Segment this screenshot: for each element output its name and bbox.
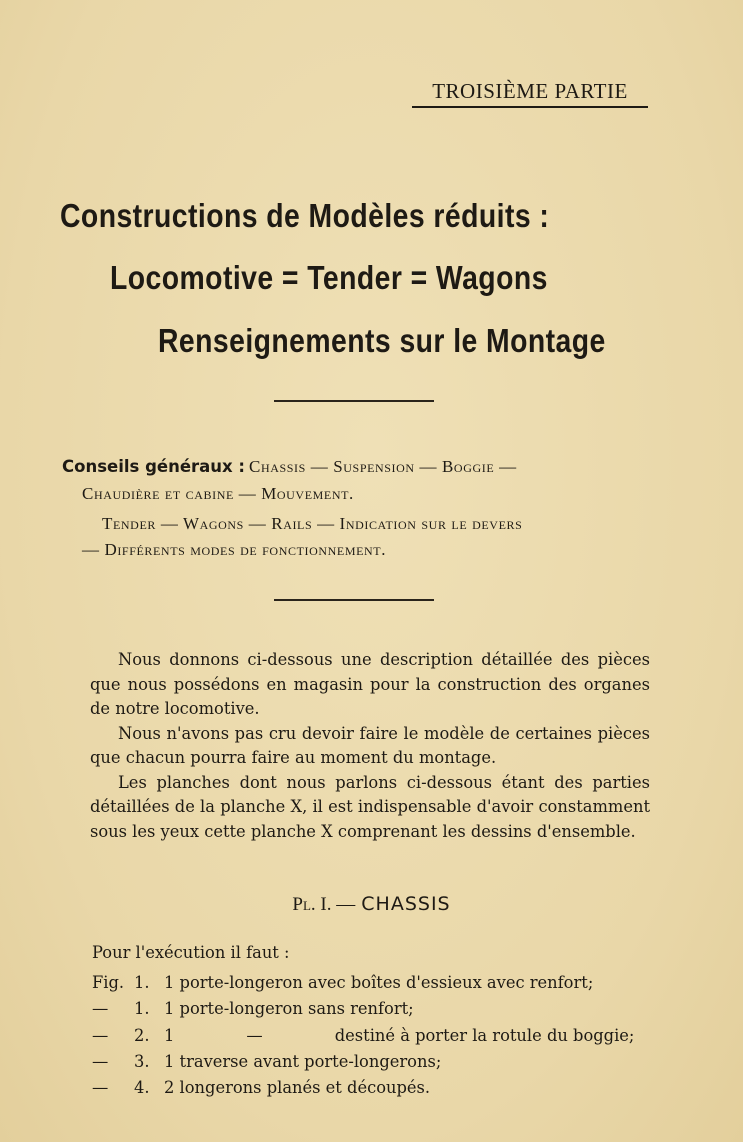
figure-item <box>92 996 652 1022</box>
figure-number: 1. <box>134 973 150 992</box>
contents-lead: Conseils généraux : <box>62 457 246 476</box>
figure-number: 2. <box>134 1025 150 1045</box>
section-name: CHASSIS <box>361 893 451 915</box>
body-text <box>90 648 650 844</box>
figure-text: 2 longerons planés et découpés. <box>164 1078 431 1098</box>
plate-number: Pl. I. — <box>292 894 356 915</box>
figure-text: 1 porte-longeron sans renfort; <box>164 999 414 1019</box>
divider-rule <box>274 400 434 402</box>
title-line-2: Locomotive = Tender = Wagons <box>110 259 548 296</box>
figure-item <box>92 1023 652 1049</box>
figure-label: — <box>92 999 109 1019</box>
contents-summary <box>62 454 652 507</box>
contents-line-2: Chaudière et cabine — Mouvement. <box>82 484 354 503</box>
running-head: TROISIÈME PARTIE <box>412 78 648 108</box>
figure-label: — <box>92 1025 109 1045</box>
title-line-3: Renseignements sur le Montage <box>158 322 606 359</box>
divider-rule <box>274 599 434 601</box>
contents-topics-1: Chassis — Suspension — Boggie — <box>249 457 517 476</box>
section-heading <box>0 892 743 917</box>
figure-quantity: 1 <box>164 1025 175 1045</box>
contents-summary-2 <box>62 511 652 563</box>
figure-item <box>92 1049 652 1075</box>
figure-number: 1. <box>134 999 150 1019</box>
figure-number: 4. <box>134 1078 150 1098</box>
title-line-1: Constructions de Modèles réduits : <box>60 197 550 234</box>
figure-label: — <box>92 1051 109 1071</box>
figure-item <box>92 970 652 996</box>
section-intro: Pour l'exécution il faut : <box>92 943 290 962</box>
ditto-mark: — <box>246 1025 263 1045</box>
figure-text: destiné à porter la rotule du boggie; <box>334 1025 635 1045</box>
contents-line-1 <box>62 454 652 481</box>
figure-label: — <box>92 1078 109 1098</box>
figure-text: 1 traverse avant porte-longerons; <box>164 1051 442 1071</box>
contents-line-3: Tender — Wagons — Rails — Indication sur le devers <box>102 514 523 533</box>
paragraph: Nous donnons ci-dessous une description détaillée des pièces que nous possédons en magasin pour la construction des organes de notre locomotive. <box>90 650 650 718</box>
figure-text-group <box>164 1023 652 1049</box>
paragraph: Nous n'avons pas cru devoir faire le modèle de certaines pièces que chacun pourra faire au moment du montage. <box>90 723 650 767</box>
paragraph: Les planches dont nous parlons ci-dessous étant des parties détaillées de la planche X, il est indispensable d'avoir constamment sous les yeux cette planche X comprenant les dessins d'ensemble. <box>90 772 650 841</box>
figure-text: 1 porte-longeron avec boîtes d'essieux avec renfort; <box>164 973 594 992</box>
figure-item <box>92 1075 652 1101</box>
figure-list <box>92 970 652 1101</box>
figure-label: Fig. <box>92 973 125 992</box>
contents-line-4: — Différents modes de fonctionnement. <box>82 540 387 559</box>
figure-number: 3. <box>134 1051 150 1071</box>
